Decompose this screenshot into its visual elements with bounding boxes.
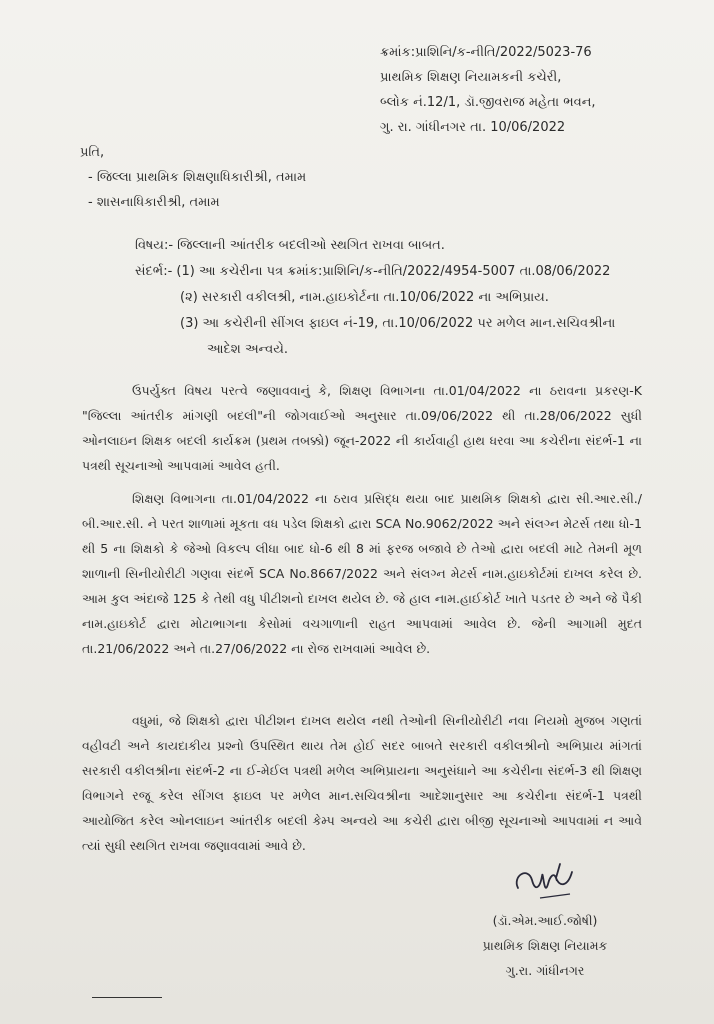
body-paragraph-1 xyxy=(82,378,642,478)
reference-item: (1) આ કચેરીના પત્ર ક્રમાંક:પ્રાશિનિ/ક-નીતિ/2022/4954-5007 તા.08/06/2022 xyxy=(176,264,611,279)
reference-item: (૨) સરકારી વકીલશ્રી, નામ.હાઇકોર્ટના તા.10/06/2022 ના અભિપ્રાય. xyxy=(180,290,549,305)
recipient-line: - જિલ્લા પ્રાથમિક શિક્ષણાધિકારીશ્રી, તમામ xyxy=(88,170,307,185)
office-name: પ્રાથમિક શિક્ષણ નિયામકની કચેરી, xyxy=(380,70,562,85)
reference-item-continuation: આદેશ અન્વયે. xyxy=(207,342,289,357)
body-paragraph-3 xyxy=(82,708,642,858)
reference-item: (3) આ કચેરીની સીંગલ ફાઇલ નં-19, તા.10/06/2022 પર મળેલ માન.સચિવશ્રીના xyxy=(180,316,616,331)
paragraph-text: ઉપર્યુક્ત વિષય પરત્વે જણાવવાનું કે, શિક્ષણ વિભાગના તા.01/04/2022 ના ઠરાવના પ્રકરણ-K "જિલ્લા આંતરીક માંગણી બદલી"ની જોગવાઈઓ અનુસાર તા.09/06/2022 થી તા.28/06/2022 સુધી ઓનલાઇન શિક્ષક બદલી કાર્યક્રમ (પ્રથમ તબક્કો) જૂન-2022 ની કાર્યવાહી હાથ ધરવા આ કચેરીના સંદર્ભ-1 ના પત્રથી સૂચનાઓ આપવામાં આવેલ હતી. xyxy=(82,383,642,473)
reference-number: ક્રમાંક:પ્રાશિનિ/ક-નીતિ/2022/5023-76 xyxy=(380,45,592,60)
signatory-designation: પ્રાથમિક શિક્ષણ નિયામક xyxy=(482,938,608,953)
signature-block xyxy=(465,908,625,983)
reference-label: સંદર્ભ:- xyxy=(135,264,173,279)
office-address: બ્લોક નં.12/1, ડૉ.જીવરાજ મહેતા ભવન, xyxy=(380,95,596,110)
recipient-line: - શાસનાધિકારીશ્રી, તમામ xyxy=(88,195,220,210)
paragraph-text: શિક્ષણ વિભાગના તા.01/04/2022 ના ઠરાવ પ્રસિદ્ધ થયા બાદ પ્રાથમિક શિક્ષકો દ્વારા સી.આર.સી./બી.આર.સી. ને પરત શાળામાં મૂકતા વધ પડેલ શિક્ષકો દ્વારા SCA No.9062/2022 અને સંલગ્ન મેટર્સ તથા ધો-1 થી 5 ના શિક્ષકો કે જેઓ વિકલ્પ લીધા બાદ ધો-6 થી 8 માં ફરજ બજાવે છે તેઓ દ્વારા બદલી માટે તેમની મૂળ શાળાની સિનીયોરીટી ગણવા સંદર્ભે SCA No.8667/2022 અને સંલગ્ન મેટર્સ નામ.હાઇકોર્ટમાં દાખલ કરેલ છે. આમ કુલ અંદાજે 125 કે તેથી વધુ પીટીશનો દાખલ થયેલ છે. જે હાલ નામ.હાઈકોર્ટ ખાતે પડતર છે અને જે પૈકી નામ.હાઇકોર્ટ દ્વારા મોટાભાગના કેસોમાં વચગાળાની રાહત આપવામાં આવેલ છે. જેની આગામી મુદત તા.21/06/2022 અને તા.27/06/2022 ના રોજ રાખવામાં આવેલ છે. xyxy=(82,491,642,656)
signatory-name: (ડૉ.એમ.આઈ.જોષી) xyxy=(492,913,598,928)
reference-line-1 xyxy=(135,259,615,285)
handwritten-signature xyxy=(510,858,580,908)
recipients-block xyxy=(80,140,306,215)
paragraph-text: વધુમાં, જે શિક્ષકો દ્વારા પીટીશન દાખલ થયેલ નથી તેઓની સિનીયોરીટી નવા નિયમો મુજબ ગણતાં વહીવટી અને કાયદાકીય પ્રશ્નો ઉપસ્થિત થાય તેમ હોઈ સદર બાબતે સરકારી વકીલશ્રીનો અભિપ્રાય માંગતાં સરકારી વકીલશ્રીના સંદર્ભ-2 ના ઈ-મેઈલ પત્રથી મળેલ અભિપ્રાયના અનુસંધાને આ કચેરીના સંદર્ભ-3 થી શિક્ષણ વિભાગને રજૂ કરેલ સીંગલ ફાઇલ પર મળેલ માન.સચિવશ્રીના આદેશાનુસાર આ કચેરીના સંદર્ભ-1 પત્રથી આયોજિત કરેલ ઓનલાઇન આંતરીક બદલી કેમ્પ અન્વયે આ કચેરી દ્વારા બીજી સૂચનાઓ આપવામાં ન આવે ત્યાં સુધી સ્થગિત રાખવા જણાવવામાં આવે છે. xyxy=(82,713,642,853)
footer-rule xyxy=(92,997,162,998)
subject-line: વિષય:- જિલ્લાની આંતરીક બદલીઓ સ્થગિત રાખવા બાબત. xyxy=(135,238,445,253)
subject-block xyxy=(135,233,615,363)
letter-header xyxy=(380,40,596,140)
signatory-place: ગુ.રા. ગાંધીનગર xyxy=(505,963,585,978)
body-paragraph-2 xyxy=(82,486,642,661)
to-label: પ્રતિ, xyxy=(80,145,105,160)
city-date: ગુ. રા. ગાંધીનગર તા. 10/06/2022 xyxy=(380,120,566,135)
